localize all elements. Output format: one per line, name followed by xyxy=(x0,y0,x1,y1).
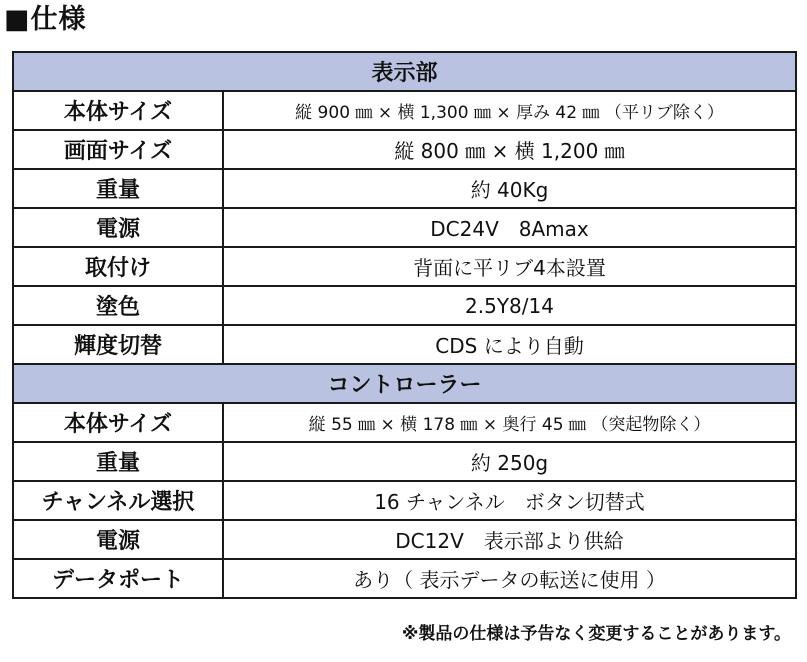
spec-table xyxy=(12,51,797,599)
section-header-display xyxy=(13,52,796,91)
spec-label: 画面サイズ xyxy=(13,130,223,169)
disclaimer-note: ※製品の仕様は予告なく変更することがあります。 xyxy=(401,624,791,644)
spec-label: 本体サイズ xyxy=(13,91,223,130)
table-row xyxy=(13,403,796,442)
spec-label: データポート xyxy=(13,559,223,598)
spec-value: 縦 55 ㎜ × 横 178 ㎜ × 奥行 45 ㎜ （突起物除く） xyxy=(223,403,796,442)
spec-label: 重量 xyxy=(13,169,223,208)
table-row xyxy=(13,91,796,130)
spec-value: 約 250g xyxy=(223,442,796,481)
spec-label: 輝度切替 xyxy=(13,325,223,364)
spec-label: 塗色 xyxy=(13,286,223,325)
spec-label: 重量 xyxy=(13,442,223,481)
section-title-display: 表示部 xyxy=(13,52,796,91)
table-row xyxy=(13,169,796,208)
spec-value: 16 チャンネル ボタン切替式 xyxy=(223,481,796,520)
page-title: ■仕様 xyxy=(4,4,87,35)
section-title-controller: コントローラー xyxy=(13,364,796,403)
spec-value: あり（ 表示データの転送に使用 ） xyxy=(223,559,796,598)
spec-label: 取付け xyxy=(13,247,223,286)
spec-value: DC12V 表示部より供給 xyxy=(223,520,796,559)
spec-label: 電源 xyxy=(13,208,223,247)
table-row xyxy=(13,481,796,520)
table-row xyxy=(13,325,796,364)
spec-value: 縦 900 ㎜ × 横 1,300 ㎜ × 厚み 42 ㎜ （平リブ除く） xyxy=(223,91,796,130)
table-row xyxy=(13,247,796,286)
section-header-controller xyxy=(13,364,796,403)
spec-value: 約 40Kg xyxy=(223,169,796,208)
spec-value: 縦 800 ㎜ × 横 1,200 ㎜ xyxy=(223,130,796,169)
table-row xyxy=(13,442,796,481)
spec-value: CDS により自動 xyxy=(223,325,796,364)
table-row xyxy=(13,286,796,325)
spec-label: チャンネル選択 xyxy=(13,481,223,520)
spec-label: 電源 xyxy=(13,520,223,559)
spec-value: 背面に平リブ4本設置 xyxy=(223,247,796,286)
spec-value: 2.5Y8/14 xyxy=(223,286,796,325)
spec-value: DC24V 8Amax xyxy=(223,208,796,247)
spec-label: 本体サイズ xyxy=(13,403,223,442)
table-row xyxy=(13,520,796,559)
table-row xyxy=(13,130,796,169)
table-row xyxy=(13,559,796,598)
table-row xyxy=(13,208,796,247)
